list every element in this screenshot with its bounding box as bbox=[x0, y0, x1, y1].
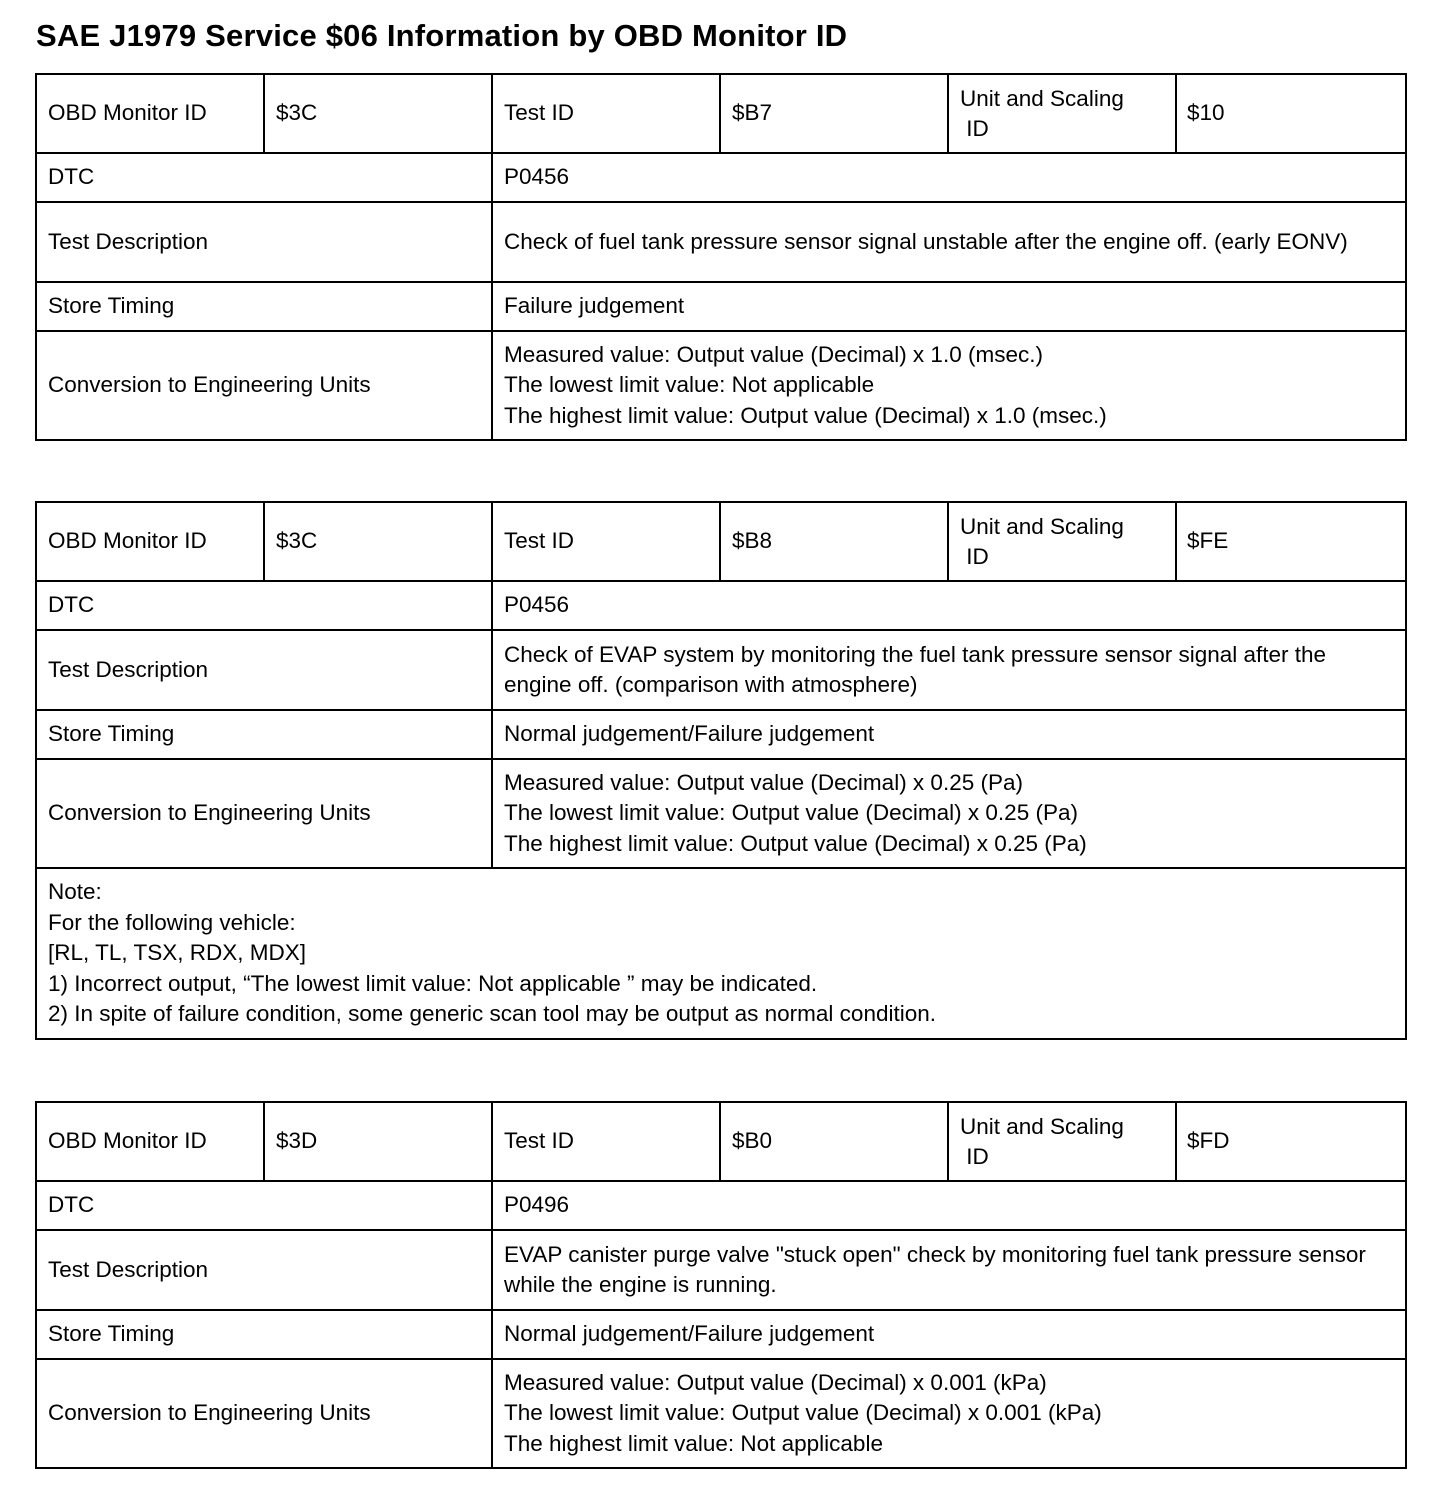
test-id-value: $B8 bbox=[720, 502, 948, 581]
dtc-row bbox=[36, 153, 1406, 202]
conversion-value bbox=[492, 1359, 1406, 1468]
unit-scaling-id-value: $FE bbox=[1176, 502, 1406, 581]
unit-scaling-id-value: $10 bbox=[1176, 74, 1406, 153]
conversion-row bbox=[36, 1359, 1406, 1468]
test-description-value: Check of fuel tank pressure sensor signal unstable after the engine off. (early EONV) bbox=[492, 202, 1406, 282]
conversion-lowest: The lowest limit value: Output value (Decimal) x 0.001 (kPa) bbox=[504, 1400, 1102, 1426]
test-id-label: Test ID bbox=[492, 1102, 720, 1181]
test-description-row bbox=[36, 1230, 1406, 1310]
note-cell bbox=[36, 868, 1406, 1039]
conversion-label: Conversion to Engineering Units bbox=[36, 1359, 492, 1468]
obd-monitor-id-label: OBD Monitor ID bbox=[36, 1102, 264, 1181]
test-id-value: $B7 bbox=[720, 74, 948, 153]
store-timing-value: Failure judgement bbox=[492, 282, 1406, 331]
dtc-value: P0456 bbox=[492, 581, 1406, 630]
unit-scaling-id-label: Unit and Scaling ID bbox=[948, 74, 1176, 153]
store-timing-row bbox=[36, 710, 1406, 759]
test-description-label: Test Description bbox=[36, 1230, 492, 1310]
service-table-3 bbox=[35, 1101, 1407, 1469]
store-timing-label: Store Timing bbox=[36, 710, 492, 759]
service-table-1 bbox=[35, 73, 1407, 441]
note-line: 1) Incorrect output, “The lowest limit value: Not applicable ” may be indicated. bbox=[48, 970, 818, 996]
note-line: For the following vehicle: bbox=[48, 909, 296, 935]
conversion-highest: The highest limit value: Not applicable bbox=[504, 1430, 883, 1456]
test-description-label: Test Description bbox=[36, 630, 492, 710]
conversion-highest: The highest limit value: Output value (Decimal) x 0.25 (Pa) bbox=[504, 830, 1087, 856]
store-timing-row bbox=[36, 1310, 1406, 1359]
conversion-value bbox=[492, 759, 1406, 868]
obd-monitor-id-label: OBD Monitor ID bbox=[36, 74, 264, 153]
unit-scaling-id-value: $FD bbox=[1176, 1102, 1406, 1181]
store-timing-row bbox=[36, 282, 1406, 331]
conversion-lowest: The lowest limit value: Output value (Decimal) x 0.25 (Pa) bbox=[504, 800, 1078, 826]
conversion-measured: Measured value: Output value (Decimal) x 1.0 (msec.) bbox=[504, 341, 1043, 367]
dtc-label: DTC bbox=[36, 153, 492, 202]
dtc-label: DTC bbox=[36, 581, 492, 630]
dtc-row bbox=[36, 1181, 1406, 1230]
test-description-row bbox=[36, 202, 1406, 282]
header-row bbox=[36, 1102, 1406, 1181]
header-row bbox=[36, 502, 1406, 581]
header-row bbox=[36, 74, 1406, 153]
conversion-measured: Measured value: Output value (Decimal) x 0.25 (Pa) bbox=[504, 769, 1023, 795]
dtc-row bbox=[36, 581, 1406, 630]
conversion-label: Conversion to Engineering Units bbox=[36, 331, 492, 440]
store-timing-label: Store Timing bbox=[36, 282, 492, 331]
test-description-value: EVAP canister purge valve "stuck open" check by monitoring fuel tank pressure sensor while the engine is running. bbox=[492, 1230, 1406, 1310]
test-description-value: Check of EVAP system by monitoring the fuel tank pressure sensor signal after the engine off. (comparison with atmosphere) bbox=[492, 630, 1406, 710]
store-timing-value: Normal judgement/Failure judgement bbox=[492, 1310, 1406, 1359]
dtc-value: P0496 bbox=[492, 1181, 1406, 1230]
obd-monitor-id-value: $3C bbox=[264, 502, 492, 581]
conversion-row bbox=[36, 331, 1406, 440]
note-heading: Note: bbox=[48, 879, 102, 905]
dtc-label: DTC bbox=[36, 1181, 492, 1230]
note-line: 2) In spite of failure condition, some generic scan tool may be output as normal condition. bbox=[48, 1001, 936, 1027]
store-timing-label: Store Timing bbox=[36, 1310, 492, 1359]
test-description-label: Test Description bbox=[36, 202, 492, 282]
note-row bbox=[36, 868, 1406, 1039]
obd-monitor-id-value: $3D bbox=[264, 1102, 492, 1181]
conversion-highest: The highest limit value: Output value (Decimal) x 1.0 (msec.) bbox=[504, 402, 1107, 428]
conversion-value bbox=[492, 331, 1406, 440]
note-line: [RL, TL, TSX, RDX, MDX] bbox=[48, 940, 306, 966]
page-title: SAE J1979 Service $06 Information by OBD Monitor ID bbox=[36, 18, 848, 53]
test-id-label: Test ID bbox=[492, 74, 720, 153]
dtc-value: P0456 bbox=[492, 153, 1406, 202]
service-table-2 bbox=[35, 501, 1407, 1040]
unit-scaling-id-label: Unit and Scaling ID bbox=[948, 502, 1176, 581]
obd-monitor-id-label: OBD Monitor ID bbox=[36, 502, 264, 581]
test-description-row bbox=[36, 630, 1406, 710]
conversion-lowest: The lowest limit value: Not applicable bbox=[504, 372, 875, 398]
unit-scaling-id-label: Unit and Scaling ID bbox=[948, 1102, 1176, 1181]
test-id-value: $B0 bbox=[720, 1102, 948, 1181]
test-id-label: Test ID bbox=[492, 502, 720, 581]
obd-monitor-id-value: $3C bbox=[264, 74, 492, 153]
conversion-label: Conversion to Engineering Units bbox=[36, 759, 492, 868]
conversion-measured: Measured value: Output value (Decimal) x 0.001 (kPa) bbox=[504, 1369, 1047, 1395]
conversion-row bbox=[36, 759, 1406, 868]
store-timing-value: Normal judgement/Failure judgement bbox=[492, 710, 1406, 759]
